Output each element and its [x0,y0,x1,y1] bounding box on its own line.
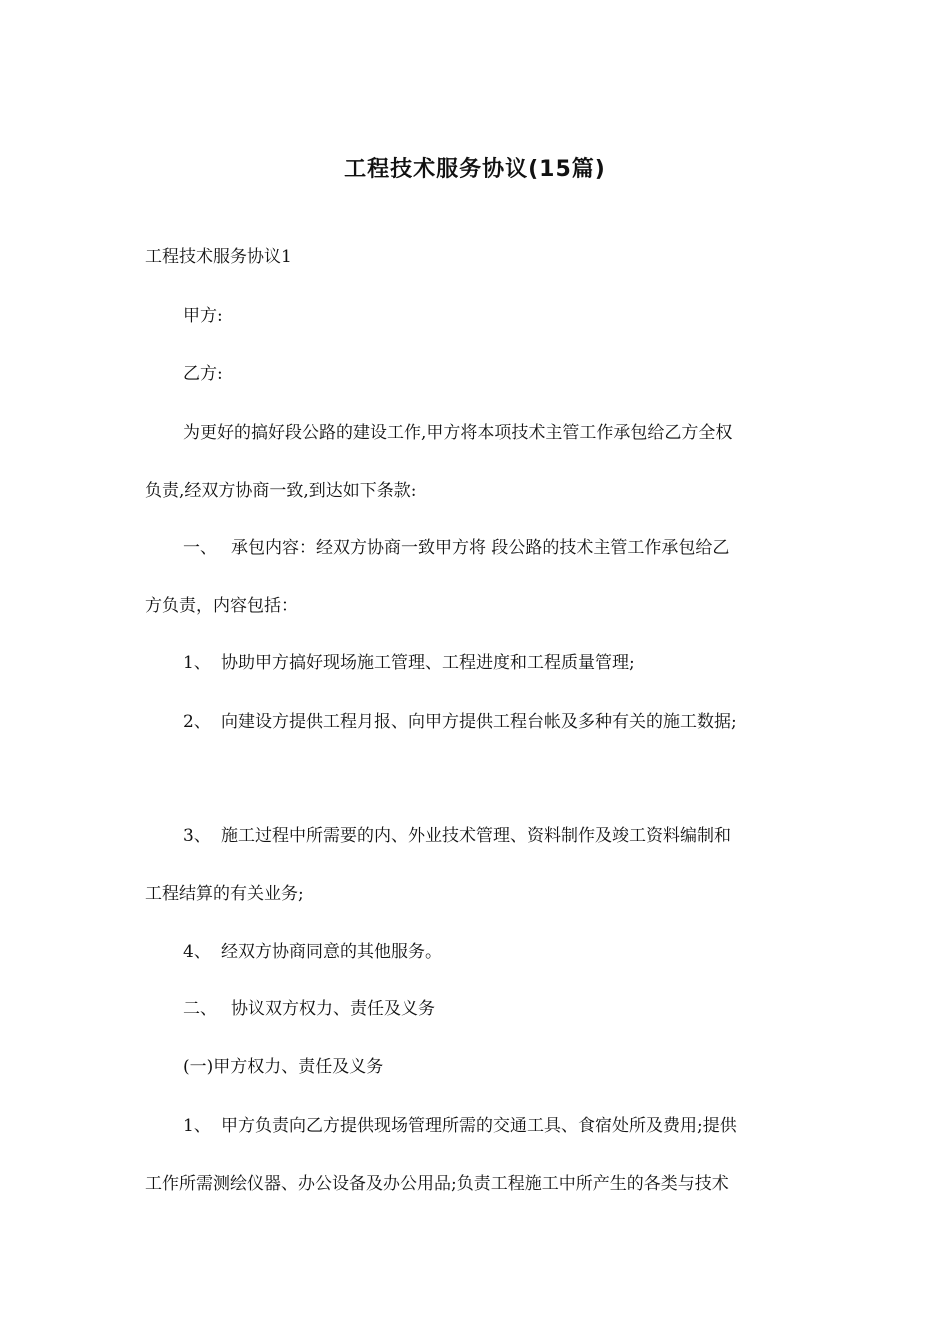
section-2-number: 二、 [183,999,217,1019]
list-item-3-number: 3、 [183,826,211,846]
list-item-4 [183,940,442,964]
list-item-1-number: 1、 [183,653,211,673]
list-item-3-text: 施工过程中所需要的内、外业技术管理、资料制作及竣工资料编制和 [221,826,731,846]
list-item-4-text: 经双方协商同意的其他服务。 [221,942,442,962]
section-1-text: 承包内容：经双方协商一致甲方将 段公路的技术主管工作承包给乙 [231,538,730,558]
list-item-1-text: 协助甲方搞好现场施工管理、工程进度和工程质量管理; [221,653,635,673]
document-title: 工程技术服务协议(15篇) [344,157,606,182]
list-item-4-number: 4、 [183,942,211,962]
party-a-item-1-text: 甲方负责向乙方提供现场管理所需的交通工具、食宿处所及费用;提供 [221,1116,737,1136]
list-item-3 [183,824,731,848]
section-1-line-1 [183,536,729,560]
party-a-label: 甲方: [183,306,223,326]
party-a-item-1-number: 1、 [183,1116,211,1136]
intro-paragraph-line-2: 负责,经双方协商一致,到达如下条款: [145,481,417,501]
intro-paragraph-line-1: 为更好的搞好段公路的建设工作,甲方将本项技术主管工作承包给乙方全权 [183,423,733,443]
subsection-1-heading: (一)甲方权力、责任及义务 [183,1057,384,1077]
list-item-2-number: 2、 [183,712,211,732]
section-2-heading [183,997,435,1021]
section-2-text: 协议双方权力、责任及义务 [231,999,435,1019]
list-item-2 [183,710,737,734]
list-item-1 [183,651,635,675]
list-item-3-line-2: 工程结算的有关业务; [145,884,304,904]
party-a-item-1 [183,1114,737,1138]
section-1-line-2: 方负责，内容包括： [145,596,298,616]
list-item-2-text: 向建设方提供工程月报、向甲方提供工程台帐及多种有关的施工数据; [221,712,737,732]
section-1-number: 一、 [183,538,217,558]
agreement-heading: 工程技术服务协议1 [145,247,292,267]
party-a-item-1-line-2: 工作所需测绘仪器、办公设备及办公用品;负责工程施工中所产生的各类与技术 [145,1174,729,1194]
party-b-label: 乙方: [183,364,223,384]
